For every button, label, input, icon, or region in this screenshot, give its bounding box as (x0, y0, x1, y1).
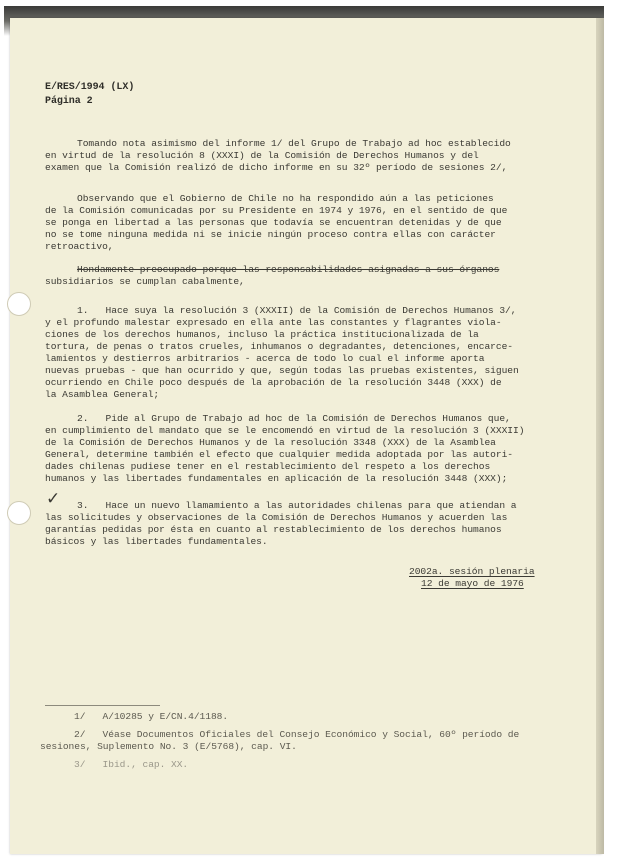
operative-1-line: la Asamblea General; (45, 389, 160, 400)
preamble-2-line: no se tome ninguna medida ni se inicie ningún proceso contra ellas con carácter (45, 229, 496, 240)
page-number: Página 2 (45, 96, 93, 107)
footnote-2-line: sesiones, Suplemento No. 3 (E/5768), cap. VI. (40, 741, 297, 752)
page-edge (596, 18, 604, 854)
operative-2-line: humanos y las libertades fundamentales en aplicación de la resolución 3448 (XXX); (45, 473, 508, 484)
handwritten-check-mark: ✓ (46, 489, 61, 509)
operative-1-line: tortura, de penas o tratos crueles, inhumanos o degradantes, detenciones, encarce- (45, 341, 513, 352)
operative-3-line: las solicitudes y observaciones de la Comisión de Derechos Humanos y acuerden las (45, 512, 508, 523)
operative-3-line: básicos y las libertades fundamentales. (45, 536, 268, 547)
punch-hole-bottom (7, 501, 31, 525)
preamble-2-line: se ponga en libertad a las personas que todavía se encuentran detenidas y de que (45, 217, 502, 228)
punch-hole-top (7, 292, 31, 316)
preamble-2-line: retroactivo, (45, 241, 114, 252)
operative-1-line: 1. Hace suya la resolución 3 (XXXII) de la Comisión de Derechos Humanos 3/, (77, 305, 517, 316)
operative-2-line: General, determine también el efecto que cualquier medida adoptada por las autori- (45, 449, 513, 460)
preamble-3-line: Hondamente preocupado porque las responsabilidades asignadas a sus órganos (77, 264, 500, 275)
operative-3-line: 3. Hace un nuevo llamamiento a las autoridades chilenas para que atiendan a (77, 500, 517, 511)
operative-1-line: lamientos y destierros arbitrarios - acerca de todo lo cual el informe aporta (45, 353, 485, 364)
operative-1-line: y el profundo malestar expresado en ella ante las constantes y flagrantes viola- (45, 317, 502, 328)
preamble-1-line: examen que la Comisión realizó de dicho informe en su 32º período de sesiones 2/, (45, 162, 508, 173)
preamble-1-line: Tomando nota asimismo del informe 1/ del Grupo de Trabajo ad hoc establecido (77, 138, 511, 149)
operative-1-line: ciones de los derechos humanos, incluso la práctica institucionalizada de la (45, 329, 479, 340)
footnote-1: 1/ A/10285 y E/CN.4/1188. (74, 711, 229, 722)
preamble-2-line: Observando que el Gobierno de Chile no ha respondido aún a las peticiones (77, 193, 494, 204)
session-date: 12 de mayo de 1976 (421, 578, 524, 589)
operative-3-line: garantías pedidas por ésta en cuanto al restablecimiento de los derechos humanos (45, 524, 502, 535)
operative-2-line: 2. Pide al Grupo de Trabajo ad hoc de la Comisión de Derechos Humanos que, (77, 413, 511, 424)
footnote-2-line: 2/ Véase Documentos Oficiales del Consejo Económico y Social, 60º período de (74, 729, 520, 740)
session-label: 2002a. sesión plenaria (409, 566, 535, 577)
operative-1-line: ocurriendo en Chile poco después de la aprobación de la resolución 3448 (XXX) de (45, 377, 502, 388)
footnote-separator (45, 705, 160, 706)
operative-2-line: de la Comisión de Derechos Humanos y de la resolución 3348 (XXX) de la Asamblea (45, 437, 496, 448)
preamble-1-line: en virtud de la resolución 8 (XXXI) de la Comisión de Derechos Humanos y del (45, 150, 479, 161)
operative-2-line: en cumplimiento del mandato que se le encomendó en virtud de la resolución 3 (XXXII) (45, 425, 525, 436)
footnote-3: 3/ Ibid., cap. XX. (74, 759, 189, 770)
preamble-2-line: de la Comisión comunicadas por su Presidente en 1974 y 1976, en el sentido de que (45, 205, 508, 216)
preamble-3-line: subsidiarios se cumplan cabalmente, (45, 276, 245, 287)
operative-2-line: dades chilenas pudiese tener en el restablecimiento del respeto a los derechos (45, 461, 491, 472)
document-symbol: E/RES/1994 (LX) (45, 82, 135, 93)
operative-1-line: nuevas pruebas - que han ocurrido y que, según todas las pruebas existentes, siguen (45, 365, 519, 376)
